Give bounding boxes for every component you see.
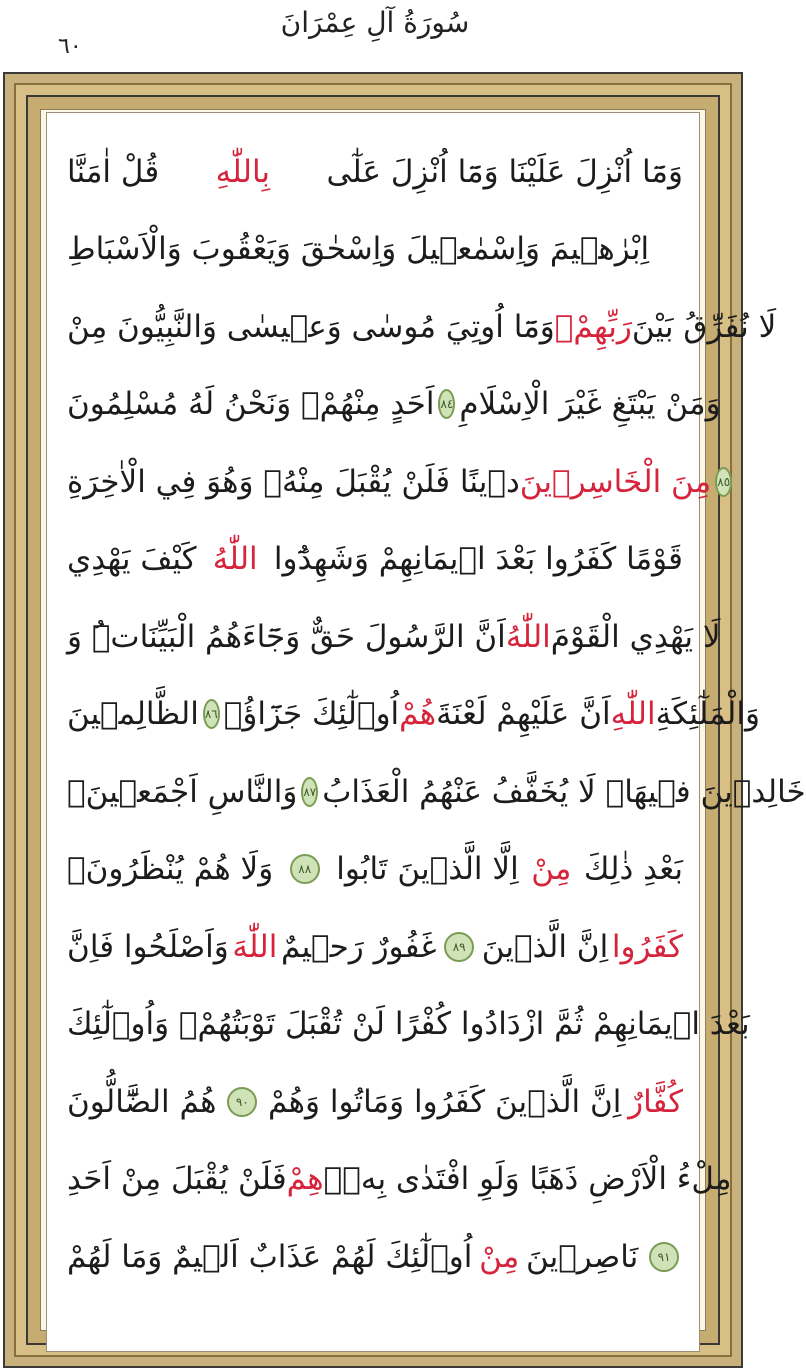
highlighted-word: اللّٰهَ	[232, 928, 278, 965]
verse-lines	[67, 133, 806, 1296]
text-panel	[46, 112, 806, 1352]
highlighted-word: هِمْ	[286, 1161, 324, 1198]
verse-text: وَالنَّاسِ اَجْمَعٖينَۙ	[67, 773, 298, 810]
verse-text: اِبْرٰهٖيمَ وَاِسْمٰعٖيلَ وَاِسْحٰقَ وَيَعْقُوبَ وَالْاَسْبَاطِ	[67, 231, 650, 268]
ayah-number-marker: ٨٦	[203, 699, 220, 729]
ayah-number-marker: ٨٨	[290, 854, 320, 884]
verse-text: كَيْفَ يَهْدِي	[67, 541, 197, 578]
highlighted-word: مِنَ الْخَاسِرٖينَ	[519, 463, 712, 500]
verse-text: وَمَٓا اُوتِيَ مُوسٰى وَعٖيسٰى وَالنَّبِيُّونَ مِنْ	[67, 308, 555, 345]
verse-line	[67, 1141, 732, 1219]
verse-text: نَاصِرٖينَ	[525, 1238, 639, 1275]
verse-line	[67, 908, 683, 986]
verse-text: اُو۬لٰٓئِكَ جَزَٓاؤُ۬	[223, 696, 400, 733]
verse-text: لَا يَهْدِي الْقَوْمَ	[550, 618, 721, 655]
verse-text: اَحَدٍ مِنْهُمْۘ وَنَحْنُ لَهُ مُسْلِمُونَ	[67, 386, 435, 423]
verse-line	[67, 986, 750, 1064]
verse-text: وَمَنْ يَبْتَغِ غَيْرَ الْاِسْلَامِ	[459, 386, 721, 423]
ayah-number-marker: ٩٠	[227, 1087, 257, 1117]
verse-text: وَمَٓا اُنْزِلَ عَلَيْنَا وَمَٓا اُنْزِلَ عَلٰٓى	[326, 153, 683, 190]
verse-text: مِلْءُ الْاَرْضِ ذَهَبًا وَلَوِ افْتَدٰى بِهٖۜ	[323, 1161, 732, 1198]
verse-text: لَا نُفَرِّقُ بَيْنَ	[631, 308, 777, 345]
ayah-number-marker: ٨٩	[444, 932, 474, 962]
verse-line	[67, 676, 760, 754]
ayah-number-marker: ٨٥	[715, 467, 732, 497]
highlighted-word: رَبِّهِمْۖ	[554, 308, 632, 345]
verse-text: فَلَنْ يُقْبَلَ مِنْ اَحَدِ	[67, 1161, 287, 1198]
verse-text: بَعْدِ ذٰلِكَ	[583, 851, 683, 888]
page-header	[0, 0, 750, 70]
verse-text: الظَّالِمٖينَ	[67, 696, 199, 733]
ayah-number-marker: ٩١	[649, 1242, 679, 1272]
highlighted-word: كُفَّارٌ	[628, 1083, 683, 1120]
verse-line	[67, 521, 683, 599]
verse-line	[67, 288, 777, 366]
verse-line	[67, 211, 683, 289]
ayah-number-marker: ٨٧	[301, 777, 318, 807]
verse-line	[67, 831, 683, 909]
verse-text: قُلْ اٰمَنَّا	[67, 153, 160, 190]
verse-text: اِنَّ الَّذٖينَ كَفَرُوا وَمَاتُوا وَهُمْ	[268, 1083, 622, 1120]
verse-line	[67, 1218, 683, 1296]
verse-text: خَالِدٖينَ فٖيهَاۚ لَا يُخَفَّفُ عَنْهُمُ الْعَذَابُ	[322, 773, 806, 810]
verse-text: وَاَصْلَحُوا فَاِنَّ	[67, 928, 229, 965]
verse-text: اَنَّ الرَّسُولَ حَقٌّ وَجَٓاءَهُمُ الْبَيِّنَاتُۜ وَ	[67, 618, 506, 655]
verse-text: غَفُورٌ رَحٖيمٌ	[281, 928, 437, 965]
verse-line	[67, 133, 683, 211]
verse-text: اِنَّ الَّذٖينَ	[481, 928, 609, 965]
verse-text: اُو۬لٰٓئِكَ لَهُمْ عَذَابٌ اَلٖيمٌ وَمَا لَهُمْ	[67, 1238, 473, 1275]
sura-title: سُورَةُ آلِ عِمْرَانَ	[280, 6, 470, 39]
verse-text: وَلَا هُمْ يُنْظَرُونَۙ	[67, 851, 274, 888]
highlighted-word: هُمْ	[399, 696, 437, 733]
verse-text: بَعْدَ اٖيمَانِهِمْ ثُمَّ ازْدَادُوا كُفْرًا لَنْ تُقْبَلَ تَوْبَتُهُمْۚ وَاُو۬لٰٓئِكَ	[67, 1006, 750, 1043]
verse-text: اَنَّ عَلَيْهِمْ لَعْنَةَ	[436, 696, 611, 733]
highlighted-word: اللّٰهُ	[505, 618, 551, 655]
verse-line	[67, 1063, 683, 1141]
highlighted-word: بِاللّٰهِ	[215, 153, 271, 190]
verse-line	[67, 366, 721, 444]
verse-text: اِلَّا الَّذٖينَ تَابُوا	[336, 851, 519, 888]
page-number: ٦٠	[58, 34, 82, 59]
verse-text: وَالْمَلٰٓئِكَةِ	[655, 696, 760, 733]
verse-line	[67, 443, 731, 521]
highlighted-word: مِنْ	[531, 851, 572, 888]
highlighted-word: مِنْ	[479, 1238, 520, 1275]
verse-text: قَوْمًا كَفَرُوا بَعْدَ اٖيمَانِهِمْ وَشَهِدُٓوا	[273, 541, 683, 578]
ayah-number-marker: ٨٤	[438, 389, 455, 419]
highlighted-word: اللّٰهُ	[212, 541, 258, 578]
highlighted-word: اللّٰهِ	[610, 696, 656, 733]
verse-line	[67, 598, 721, 676]
verse-text: دٖينًا فَلَنْ يُقْبَلَ مِنْهُۚ وَهُوَ فِي الْاٰخِرَةِ	[67, 463, 520, 500]
highlighted-word: كَفَرُوا	[611, 928, 683, 965]
verse-line	[67, 753, 806, 831]
verse-text: هُمُ الضَّٓالُّونَ	[67, 1083, 217, 1120]
